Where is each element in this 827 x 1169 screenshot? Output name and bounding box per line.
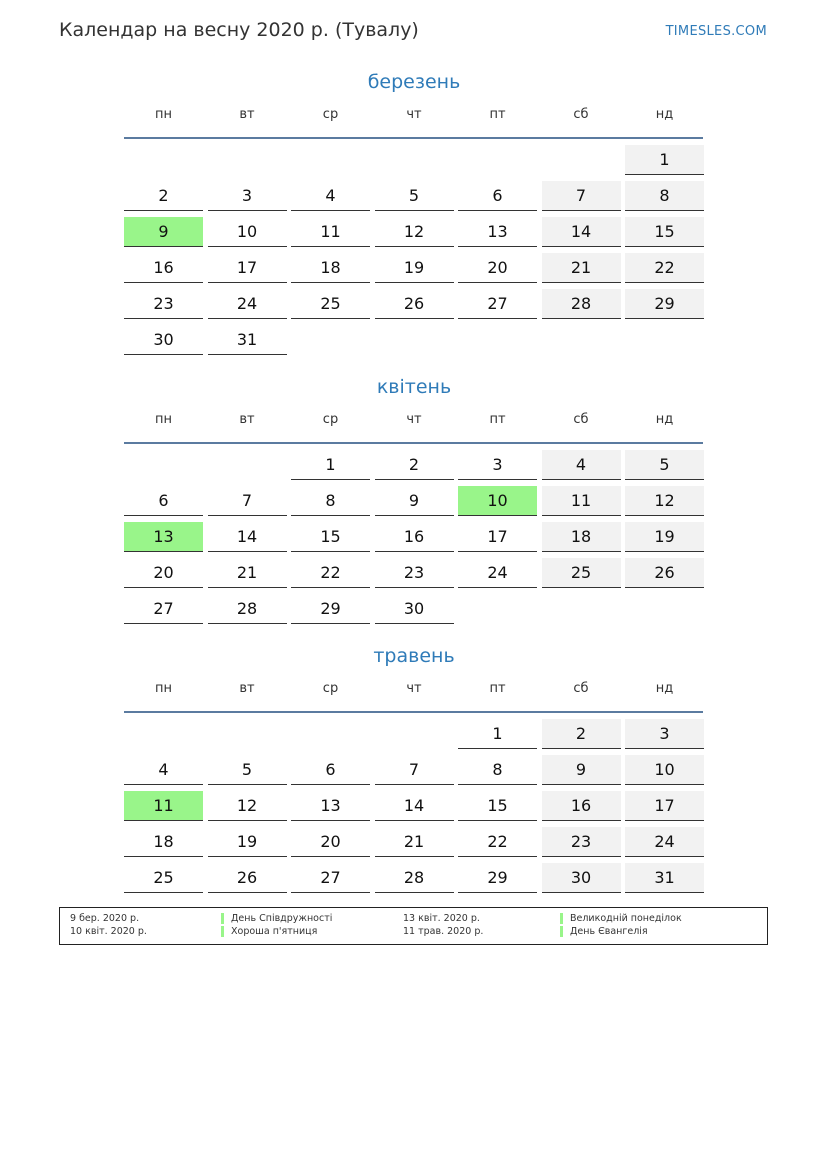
site-link[interactable]: TIMESLES.COM xyxy=(665,24,767,39)
legend-holiday-name: День Співдружності xyxy=(221,913,332,924)
day-cell: 13 xyxy=(458,217,537,247)
day-cell: 23 xyxy=(375,558,454,588)
empty-day-cell xyxy=(291,719,370,749)
weeks-grid xyxy=(124,449,704,629)
day-cell: 19 xyxy=(625,522,704,552)
week-row xyxy=(124,288,704,324)
week-row xyxy=(124,144,704,180)
day-cell: 17 xyxy=(458,522,537,552)
week-row xyxy=(124,216,704,252)
day-cell: 10 xyxy=(458,486,537,516)
legend-holiday-name: Великодній понеділок xyxy=(560,913,682,924)
day-cell: 18 xyxy=(291,253,370,283)
month-title: квітень xyxy=(376,376,452,398)
day-cell: 24 xyxy=(208,289,287,319)
day-cell: 2 xyxy=(124,181,203,211)
week-row xyxy=(124,449,704,485)
day-cell: 14 xyxy=(208,522,287,552)
day-cell: 27 xyxy=(458,289,537,319)
day-cell: 7 xyxy=(208,486,287,516)
empty-day-cell xyxy=(458,594,537,624)
empty-day-cell xyxy=(458,145,537,175)
header-divider xyxy=(124,137,703,139)
month-april xyxy=(124,373,704,629)
day-cell: 10 xyxy=(625,755,704,785)
day-cell: 8 xyxy=(458,755,537,785)
day-cell: 4 xyxy=(124,755,203,785)
weekday-label: сб xyxy=(573,412,589,427)
day-cell: 26 xyxy=(208,863,287,893)
weekday-label: пт xyxy=(489,107,506,122)
day-cell: 30 xyxy=(375,594,454,624)
day-cell: 5 xyxy=(208,755,287,785)
week-row xyxy=(124,485,704,521)
weekday-label: вт xyxy=(239,412,255,427)
day-cell: 22 xyxy=(291,558,370,588)
week-row xyxy=(124,862,704,898)
empty-day-cell xyxy=(124,719,203,749)
day-cell: 3 xyxy=(208,181,287,211)
day-cell: 9 xyxy=(542,755,621,785)
empty-day-cell xyxy=(625,325,704,355)
empty-day-cell xyxy=(542,594,621,624)
day-cell: 13 xyxy=(124,522,203,552)
empty-day-cell xyxy=(542,145,621,175)
day-cell: 8 xyxy=(625,181,704,211)
weekday-label: чт xyxy=(406,412,422,427)
day-cell: 27 xyxy=(124,594,203,624)
weekday-label: пт xyxy=(489,681,506,696)
day-cell: 16 xyxy=(542,791,621,821)
week-row xyxy=(124,324,704,360)
weekday-label: чт xyxy=(406,107,422,122)
day-cell: 1 xyxy=(291,450,370,480)
page-title: Календар на весну 2020 р. (Тувалу) xyxy=(59,19,419,41)
day-cell: 24 xyxy=(625,827,704,857)
day-cell: 7 xyxy=(375,755,454,785)
legend-date: 13 квіт. 2020 р. xyxy=(403,913,480,924)
month-title: травень xyxy=(373,645,455,667)
day-cell: 9 xyxy=(375,486,454,516)
day-cell: 19 xyxy=(208,827,287,857)
empty-day-cell xyxy=(124,450,203,480)
day-cell: 12 xyxy=(625,486,704,516)
day-cell: 21 xyxy=(542,253,621,283)
week-row xyxy=(124,718,704,754)
weekday-label: пн xyxy=(155,681,172,696)
day-cell: 26 xyxy=(375,289,454,319)
week-row xyxy=(124,593,704,629)
day-cell: 22 xyxy=(625,253,704,283)
weekday-label: нд xyxy=(655,107,674,122)
day-cell: 26 xyxy=(625,558,704,588)
legend-date: 11 трав. 2020 р. xyxy=(403,926,484,937)
day-cell: 25 xyxy=(291,289,370,319)
weekday-label: нд xyxy=(655,412,674,427)
weekday-header-row xyxy=(124,680,704,711)
day-cell: 21 xyxy=(208,558,287,588)
day-cell: 20 xyxy=(458,253,537,283)
day-cell: 8 xyxy=(291,486,370,516)
month-title: березень xyxy=(367,71,461,93)
day-cell: 21 xyxy=(375,827,454,857)
day-cell: 12 xyxy=(208,791,287,821)
day-cell: 22 xyxy=(458,827,537,857)
day-cell: 2 xyxy=(542,719,621,749)
day-cell: 24 xyxy=(458,558,537,588)
weekday-label: чт xyxy=(406,681,422,696)
day-cell: 16 xyxy=(124,253,203,283)
day-cell: 14 xyxy=(375,791,454,821)
day-cell: 23 xyxy=(124,289,203,319)
day-cell: 17 xyxy=(208,253,287,283)
day-cell: 9 xyxy=(124,217,203,247)
month-march xyxy=(124,68,704,360)
week-row xyxy=(124,826,704,862)
day-cell: 28 xyxy=(375,863,454,893)
empty-day-cell xyxy=(458,325,537,355)
week-row xyxy=(124,252,704,288)
day-cell: 27 xyxy=(291,863,370,893)
weekday-label: ср xyxy=(322,681,339,696)
day-cell: 10 xyxy=(208,217,287,247)
day-cell: 11 xyxy=(542,486,621,516)
day-cell: 19 xyxy=(375,253,454,283)
legend-date: 9 бер. 2020 р. xyxy=(70,913,140,924)
holiday-legend xyxy=(59,907,768,945)
weeks-grid xyxy=(124,144,704,360)
empty-day-cell xyxy=(124,145,203,175)
day-cell: 28 xyxy=(542,289,621,319)
day-cell: 20 xyxy=(291,827,370,857)
day-cell: 31 xyxy=(208,325,287,355)
week-row xyxy=(124,521,704,557)
empty-day-cell xyxy=(542,325,621,355)
day-cell: 7 xyxy=(542,181,621,211)
week-row xyxy=(124,754,704,790)
week-row xyxy=(124,790,704,826)
month-may xyxy=(124,642,704,898)
day-cell: 18 xyxy=(542,522,621,552)
empty-day-cell xyxy=(208,145,287,175)
empty-day-cell xyxy=(208,450,287,480)
weekday-label: вт xyxy=(239,681,255,696)
day-cell: 31 xyxy=(625,863,704,893)
day-cell: 16 xyxy=(375,522,454,552)
day-cell: 29 xyxy=(291,594,370,624)
weekday-label: пт xyxy=(489,412,506,427)
empty-day-cell xyxy=(375,325,454,355)
day-cell: 1 xyxy=(458,719,537,749)
day-cell: 25 xyxy=(124,863,203,893)
day-cell: 13 xyxy=(291,791,370,821)
day-cell: 5 xyxy=(375,181,454,211)
header-divider xyxy=(124,711,703,713)
weekday-label: нд xyxy=(655,681,674,696)
week-row xyxy=(124,557,704,593)
weekday-header-row xyxy=(124,106,704,137)
day-cell: 20 xyxy=(124,558,203,588)
day-cell: 15 xyxy=(291,522,370,552)
day-cell: 5 xyxy=(625,450,704,480)
empty-day-cell xyxy=(291,325,370,355)
day-cell: 6 xyxy=(124,486,203,516)
day-cell: 18 xyxy=(124,827,203,857)
weekday-label: ср xyxy=(322,412,339,427)
legend-holiday-name: День Євангелія xyxy=(560,926,648,937)
week-row xyxy=(124,180,704,216)
day-cell: 12 xyxy=(375,217,454,247)
weekday-label: пн xyxy=(155,107,172,122)
day-cell: 6 xyxy=(458,181,537,211)
day-cell: 4 xyxy=(291,181,370,211)
day-cell: 23 xyxy=(542,827,621,857)
empty-day-cell xyxy=(291,145,370,175)
day-cell: 1 xyxy=(625,145,704,175)
day-cell: 3 xyxy=(458,450,537,480)
day-cell: 6 xyxy=(291,755,370,785)
empty-day-cell xyxy=(208,719,287,749)
day-cell: 30 xyxy=(124,325,203,355)
weekday-label: ср xyxy=(322,107,339,122)
day-cell: 17 xyxy=(625,791,704,821)
day-cell: 4 xyxy=(542,450,621,480)
day-cell: 14 xyxy=(542,217,621,247)
day-cell: 29 xyxy=(625,289,704,319)
day-cell: 15 xyxy=(625,217,704,247)
weekday-label: сб xyxy=(573,681,589,696)
weekday-header-row xyxy=(124,411,704,442)
day-cell: 2 xyxy=(375,450,454,480)
empty-day-cell xyxy=(375,145,454,175)
weekday-label: пн xyxy=(155,412,172,427)
legend-date: 10 квіт. 2020 р. xyxy=(70,926,147,937)
day-cell: 28 xyxy=(208,594,287,624)
empty-day-cell xyxy=(375,719,454,749)
day-cell: 15 xyxy=(458,791,537,821)
day-cell: 11 xyxy=(124,791,203,821)
day-cell: 25 xyxy=(542,558,621,588)
empty-day-cell xyxy=(625,594,704,624)
legend-holiday-name: Хороша п'ятниця xyxy=(221,926,317,937)
day-cell: 29 xyxy=(458,863,537,893)
weekday-label: сб xyxy=(573,107,589,122)
weeks-grid xyxy=(124,718,704,898)
day-cell: 11 xyxy=(291,217,370,247)
weekday-label: вт xyxy=(239,107,255,122)
day-cell: 3 xyxy=(625,719,704,749)
header-divider xyxy=(124,442,703,444)
day-cell: 30 xyxy=(542,863,621,893)
